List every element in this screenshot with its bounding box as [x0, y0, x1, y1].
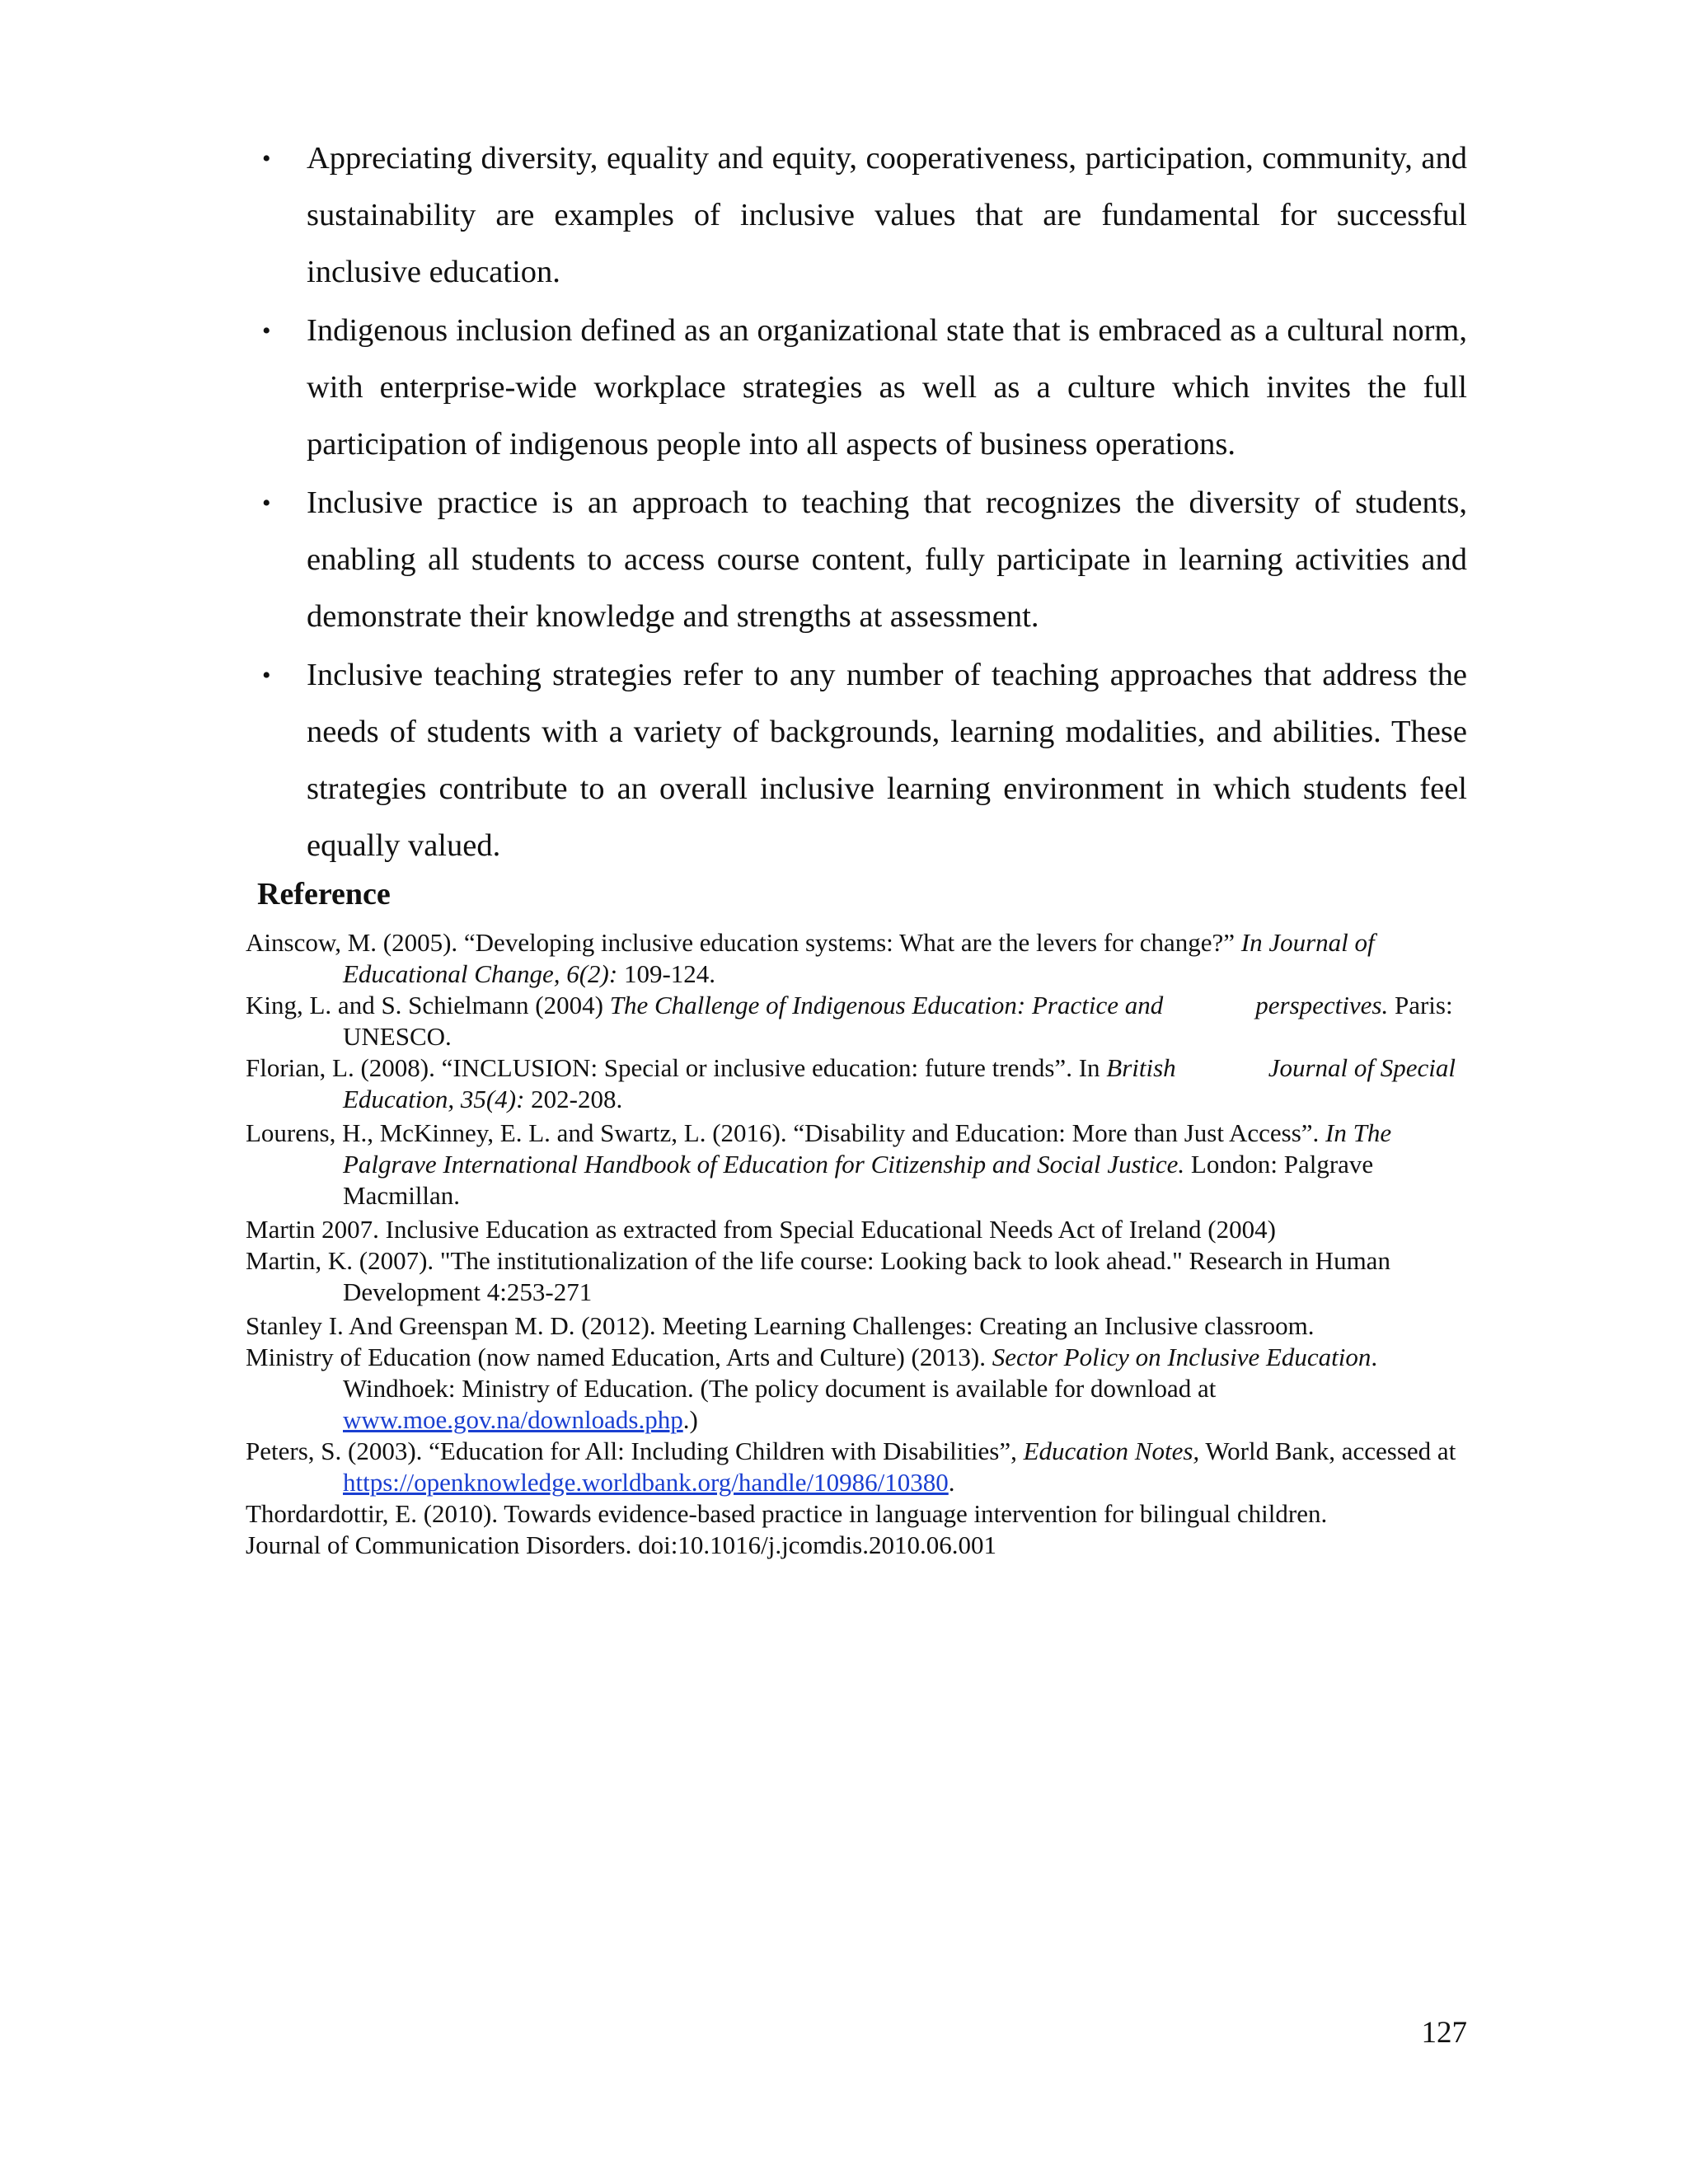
list-item [0, 302, 1688, 473]
moe-downloads-link[interactable]: www.moe.gov.na/downloads.php [343, 1405, 683, 1434]
bullet-text: Inclusive teaching strategies refer to any number of teaching approaches that address the needs of students with a variety of backgrounds, learning modalities, and abilities. These strategies contribute to an overall inclusive learning environment in which students feel equally valued. [307, 658, 1467, 863]
reference-italic: perspectives. [1255, 991, 1389, 1019]
bullet-text: Inclusive practice is an approach to teaching that recognizes the diversity of students, enabling all students to access course content, fully participate in learning activities and demonstrate their knowledge and strengths at assessment. [307, 485, 1467, 634]
reference-text: 202-208. [524, 1085, 623, 1113]
bullet-icon: • [262, 145, 271, 172]
reference-martin-k [0, 1245, 1688, 1308]
reference-text: Stanley I. And Greenspan M. D. (2012). Meeting Learning Challenges: Creating an Inclusive classroom. [246, 1311, 1315, 1340]
reference-martin-2007 [0, 1214, 1688, 1245]
reference-text: Martin 2007. Inclusive Education as extracted from Special Educational Needs Act of Ireland (2004) [246, 1215, 1276, 1244]
reference-florian [0, 1052, 1688, 1115]
reference-text: World Bank, accessed at [1199, 1436, 1456, 1465]
reference-text: 109-124. [617, 959, 716, 988]
reference-thordardottir [0, 1498, 1688, 1530]
reference-italic: Journal of Special Education, 35(4): [343, 1053, 1456, 1113]
reference-text: King, L. and S. Schielmann (2004) [246, 991, 610, 1019]
bullet-icon: • [262, 490, 271, 517]
reference-italic: In Journal of Educational Change, 6(2): [343, 928, 1375, 988]
reference-stanley [0, 1310, 1688, 1342]
reference-italic: The Challenge of Indigenous Education: Practice and [609, 991, 1164, 1019]
reference-ministry [0, 1342, 1688, 1436]
reference-lourens [0, 1118, 1688, 1212]
reference-italic: British [1106, 1053, 1176, 1082]
bullet-list [0, 130, 1688, 876]
list-item [0, 647, 1688, 874]
reference-text: Martin, K. (2007). "The institutionalization of the life course: Looking back to look ahead." Research in Human Development 4:253-271 [246, 1246, 1390, 1306]
reference-text: . [948, 1468, 955, 1497]
reference-text: Paris: UNESCO. [343, 991, 1453, 1051]
worldbank-link[interactable]: https://openknowledge.worldbank.org/handle/10986/10380 [343, 1468, 949, 1497]
reference-text: Lourens, H., McKinney, E. L. and Swartz, L. (2016). “Disability and Education: More than Just Access”. [246, 1118, 1326, 1147]
reference-text: Florian, L. (2008). “INCLUSION: Special or inclusive education: future trends”. In [246, 1053, 1107, 1082]
reference-text: Ministry of Education (now named Education, Arts and Culture) (2013). [246, 1343, 992, 1371]
list-item [0, 475, 1688, 645]
reference-text: .) [682, 1405, 698, 1434]
reference-text: Ainscow, M. (2005). “Developing inclusive education systems: What are the levers for change?” [246, 928, 1241, 957]
reference-text: . Windhoek: Ministry of Education. (The policy document is available for download at [343, 1343, 1378, 1403]
reference-journal-line [0, 1530, 1688, 1561]
bullet-text: Indigenous inclusion defined as an organizational state that is embraced as a cultural norm, with enterprise-wide workplace strategies as well as a culture which invites the full participation of indigenous people into all aspects of business operations. [307, 313, 1467, 462]
reference-text: Peters, S. (2003). “Education for All: Including Children with Disabilities”, [246, 1436, 1024, 1465]
reference-italic: Sector Policy on Inclusive Education [992, 1343, 1372, 1371]
reference-text: Journal of Communication Disorders. doi:10.1016/j.jcomdis.2010.06.001 [246, 1530, 996, 1559]
reference-italic: Education Notes, [1023, 1436, 1200, 1465]
page-number: 127 [1421, 2016, 1467, 2050]
bullet-icon: • [262, 662, 271, 689]
reference-list [0, 927, 1688, 1561]
reference-text: Thordardottir, E. (2010). Towards evidence-based practice in language intervention for bilingual children. [246, 1499, 1328, 1528]
reference-peters [0, 1436, 1688, 1498]
reference-italic: In The Palgrave International Handbook of Education for Citizenship and Social Justice. [343, 1118, 1392, 1179]
reference-king [0, 990, 1688, 1052]
reference-ainscow [0, 927, 1688, 990]
reference-text: London: Palgrave Macmillan. [343, 1150, 1374, 1210]
reference-heading: Reference [257, 877, 391, 912]
bullet-icon: • [262, 317, 271, 344]
bullet-text: Appreciating diversity, equality and equity, cooperativeness, participation, community, and sustainability are examples of inclusive values that are fundamental for successful inclusive education. [307, 141, 1467, 289]
list-item [0, 130, 1688, 301]
